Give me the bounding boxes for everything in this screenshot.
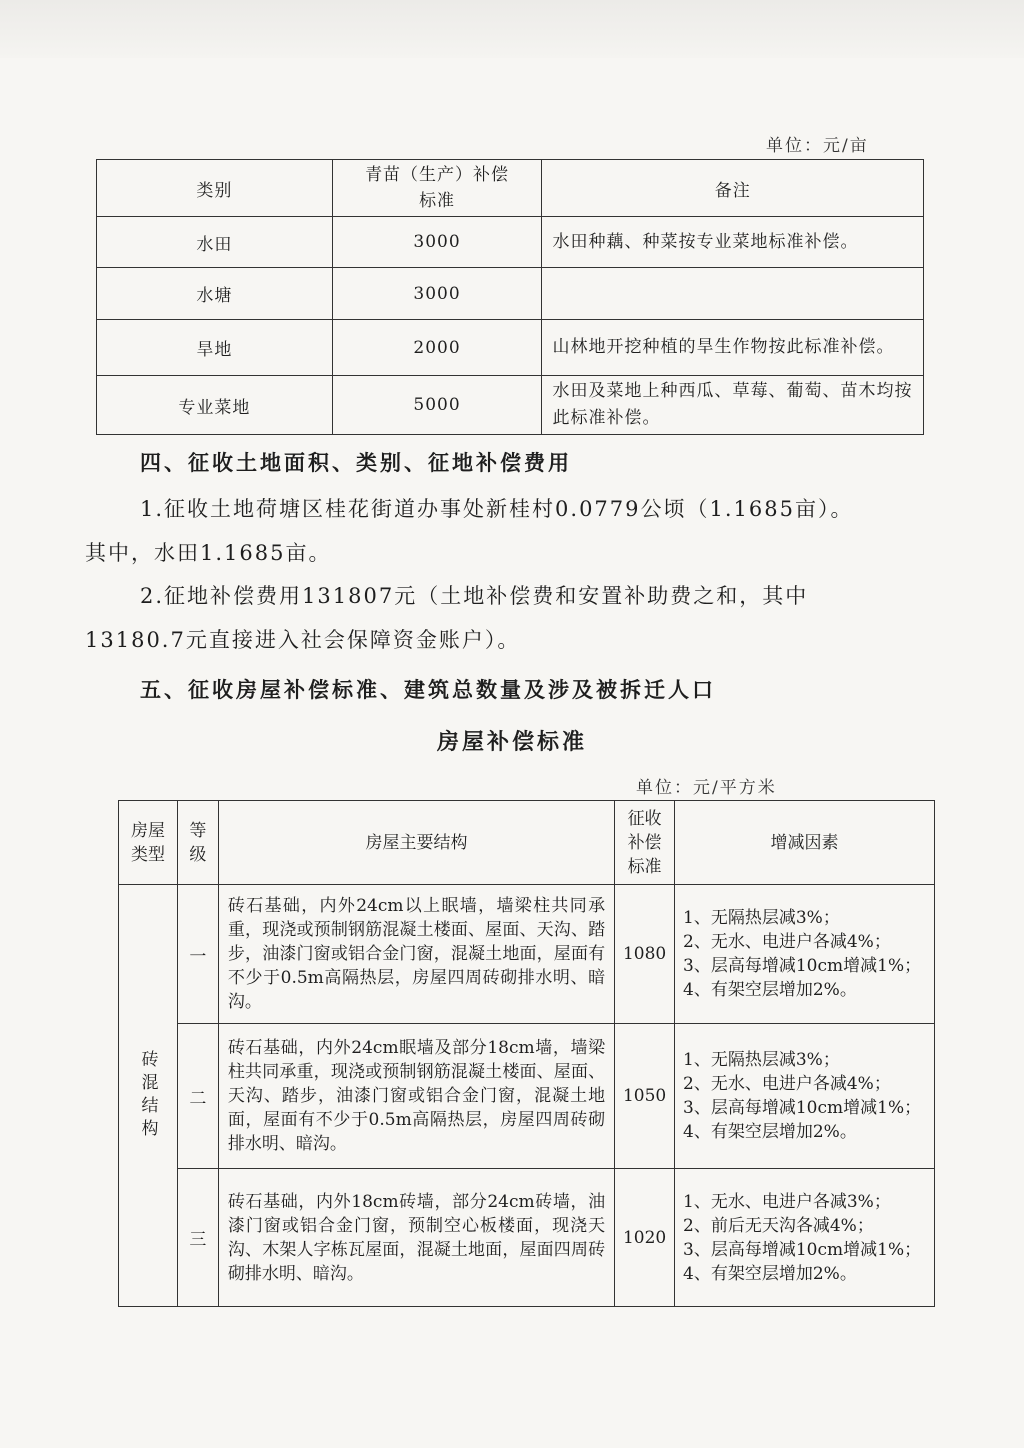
table-row [97,268,924,320]
standard-cell: 2000 [332,320,542,376]
note-cell [542,268,924,320]
note-cell: 水田及菜地上种西瓜、草莓、葡萄、苗木均按此标准补偿。 [542,376,924,435]
factors-cell [675,1024,935,1169]
header-standard: 征收补偿标准 [615,801,675,885]
house-compensation-table [118,800,935,1307]
note-cell: 水田种藕、种菜按专业菜地标准补偿。 [542,217,924,268]
header-note: 备注 [542,160,924,217]
factor-item: 4、有架空层增加2%。 [683,980,857,1000]
standard-cell: 5000 [332,376,542,435]
land-table-header-row [97,160,924,217]
section-5-heading: 五、征收房屋补偿标准、建筑总数量及涉及被拆迁人口 [140,677,716,702]
standard-cell: 1020 [615,1169,675,1307]
section-4-paragraph-2-line-1: 2.征地补偿费用131807元（土地补偿费和安置补助费之和，其中 [140,584,809,608]
section-4-paragraph-1-line-1: 1.征收土地荷塘区桂花街道办事处新桂村0.0779公顷（1.1685亩）。 [140,497,854,521]
category-cell: 水田 [97,217,333,268]
house-table-header-row [119,801,935,885]
note-cell: 山林地开挖种植的旱生作物按此标准补偿。 [542,320,924,376]
factor-item: 1、无水、电进户各减3%； [683,1191,891,1212]
table-row [97,217,924,268]
factor-item: 3、层高每增减10cm增减1%； [683,1239,922,1260]
house-table-title: 房屋补偿标准 [436,729,587,755]
factor-item: 2、无水、电进户各减4%； [683,1074,891,1094]
grade-cell: 二 [177,1024,218,1169]
standard-cell: 1050 [615,1024,675,1169]
standard-cell: 1080 [615,885,675,1024]
house-type-label: 砖混结构 [137,1049,158,1142]
factor-item: 1、无隔热层减3%； [683,1050,840,1070]
header-standard: 青苗（生产）补偿标准 [332,160,542,217]
table-row [97,376,924,435]
structure-cell: 砖石基础，内外24cm以上眠墙，墙梁柱共同承重，现浇或预制钢筋混凝土楼面、屋面、天沟、踏步，油漆门窗或铝合金门窗，混凝土地面，屋面有不少于0.5m高隔热层，房屋四周砖砌排水明、暗沟。 [218,885,614,1024]
section-4-paragraph-2-line-2: 13180.7元直接进入社会保障资金账户）。 [85,628,521,652]
factor-item: 1、无隔热层减3%； [683,908,840,928]
table-row [119,1024,935,1169]
land-compensation-table [96,159,924,435]
structure-cell: 砖石基础，内外24cm眠墙及部分18cm墙，墙梁柱共同承重，现浇或预制钢筋混凝土楼面、屋面、天沟、踏步，油漆门窗或铝合金门窗，混凝土地面，屋面有不少于0.5m高隔热层，房屋四周砖砌排水明、暗沟。 [218,1024,614,1169]
table-row [119,1169,935,1307]
structure-cell: 砖石基础，内外18cm砖墙，部分24cm砖墙，油漆门窗或铝合金门窗，预制空心板楼面，现浇天沟、木架人字栋瓦屋面，混凝土地面，屋面四周砖砌排水明、暗沟。 [218,1169,614,1307]
house-table-unit: 单位：元/平方米 [636,778,777,798]
scan-top-edge [0,0,1024,58]
section-4-heading: 四、征收土地面积、类别、征地补偿费用 [140,450,572,475]
section-4-paragraph-1-line-2: 其中，水田1.1685亩。 [85,541,332,565]
standard-cell: 3000 [332,268,542,320]
factor-item: 2、无水、电进户各减4%； [683,932,891,952]
table-row [119,885,935,1024]
factors-cell [675,1169,935,1307]
header-grade: 等级 [177,801,218,885]
factors-cell [675,885,935,1024]
header-category: 类别 [97,160,333,217]
grade-cell: 三 [177,1169,218,1307]
grade-cell: 一 [177,885,218,1024]
category-cell: 专业菜地 [97,376,333,435]
header-house-type: 房屋类型 [119,801,178,885]
factor-item: 4、有架空层增加2%。 [683,1263,857,1284]
factor-item: 4、有架空层增加2%。 [683,1122,857,1142]
land-table-unit: 单位：元/亩 [766,136,869,156]
header-structure: 房屋主要结构 [218,801,614,885]
standard-cell: 3000 [332,217,542,268]
house-type-cell [119,885,178,1307]
category-cell: 旱地 [97,320,333,376]
factor-item: 3、层高每增减10cm增减1%； [683,956,922,976]
factor-item: 3、层高每增减10cm增减1%； [683,1098,922,1118]
table-row [97,320,924,376]
factor-item: 2、前后无天沟各减4%； [683,1215,874,1236]
header-factors: 增减因素 [675,801,935,885]
category-cell: 水塘 [97,268,333,320]
